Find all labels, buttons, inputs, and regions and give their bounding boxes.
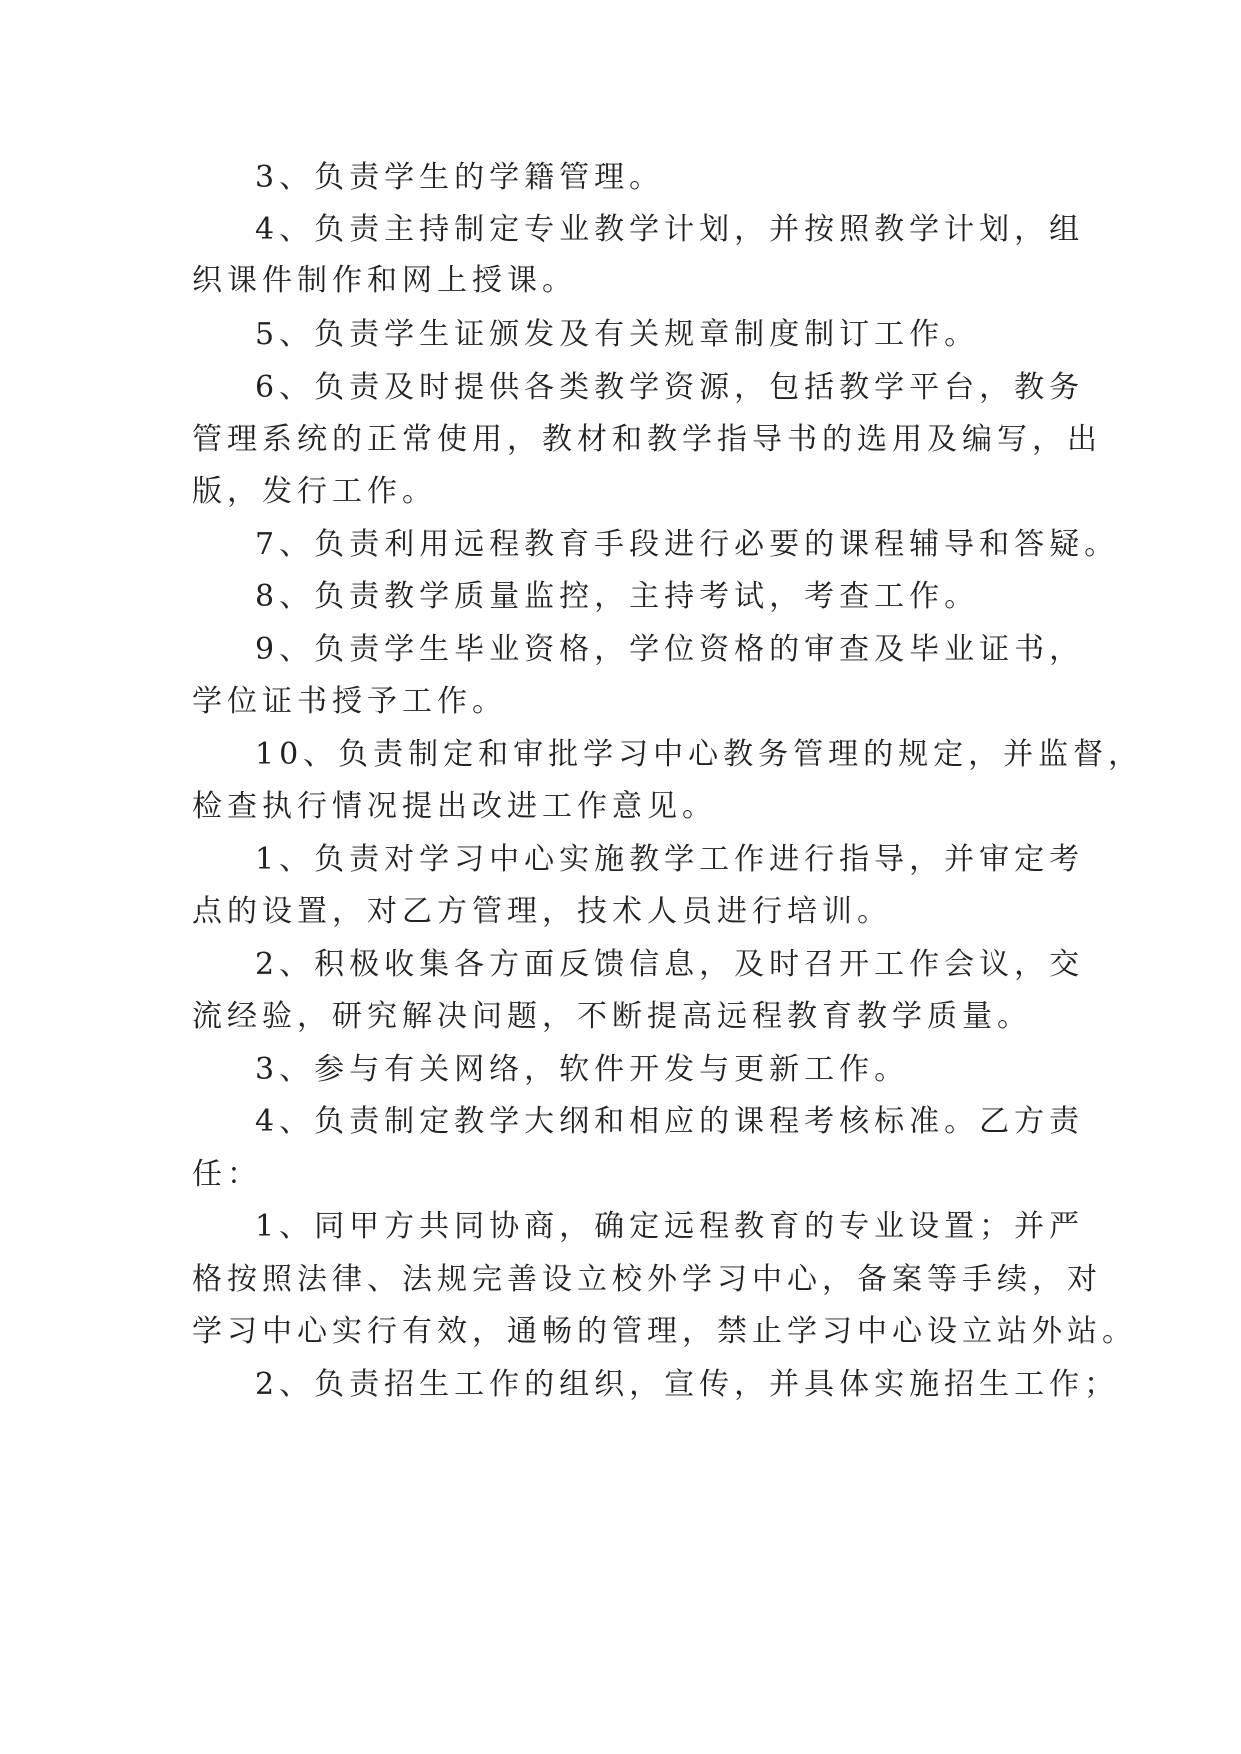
text-line: 2、积极收集各方面反馈信息，及时召开工作会议，交 xyxy=(255,947,1085,982)
text-line: 2、负责招生工作的组织，宣传，并具体实施招生工作； xyxy=(255,1367,1120,1402)
text-line: 版，发行工作。 xyxy=(192,474,437,509)
text-line: 3、负责学生的学籍管理。 xyxy=(255,160,665,195)
text-line: 学位证书授予工作。 xyxy=(192,684,507,719)
text-line: 9、负责学生毕业资格，学位资格的审查及毕业证书， xyxy=(255,632,1085,667)
text-line: 任： xyxy=(192,1157,262,1192)
text-line: 4、负责主持制定专业教学计划，并按照教学计划，组 xyxy=(255,212,1085,247)
text-line: 管理系统的正常使用，教材和教学指导书的选用及编写，出 xyxy=(192,422,1102,457)
text-line: 3、参与有关网络，软件开发与更新工作。 xyxy=(255,1052,910,1087)
text-line: 1、负责对学习中心实施教学工作进行指导，并审定考 xyxy=(255,842,1085,877)
text-line: 8、负责教学质量监控，主持考试，考查工作。 xyxy=(255,579,980,614)
text-line: 学习中心实行有效，通畅的管理，禁止学习中心设立站外站。 xyxy=(192,1314,1137,1349)
text-line: 织课件制作和网上授课。 xyxy=(192,263,577,298)
text-line: 6、负责及时提供各类教学资源，包括教学平台，教务 xyxy=(255,370,1085,405)
text-line: 点的设置，对乙方管理，技术人员进行培训。 xyxy=(192,894,892,929)
text-line: 1、同甲方共同协商，确定远程教育的专业设置；并严 xyxy=(255,1209,1085,1244)
text-line: 5、负责学生证颁发及有关规章制度制订工作。 xyxy=(255,317,980,352)
text-line: 4、负责制定教学大纲和相应的课程考核标准。乙方责 xyxy=(255,1104,1085,1139)
text-line: 7、负责利用远程教育手段进行必要的课程辅导和答疑。 xyxy=(255,527,1120,562)
text-line: 流经验，研究解决问题，不断提高远程教育教学质量。 xyxy=(192,999,1032,1034)
text-line: 检查执行情况提出改进工作意见。 xyxy=(192,789,717,824)
text-line: 10、负责制定和审批学习中心教务管理的规定，并监督， xyxy=(255,737,1144,772)
text-line: 格按照法律、法规完善设立校外学习中心，备案等手续，对 xyxy=(192,1262,1102,1297)
